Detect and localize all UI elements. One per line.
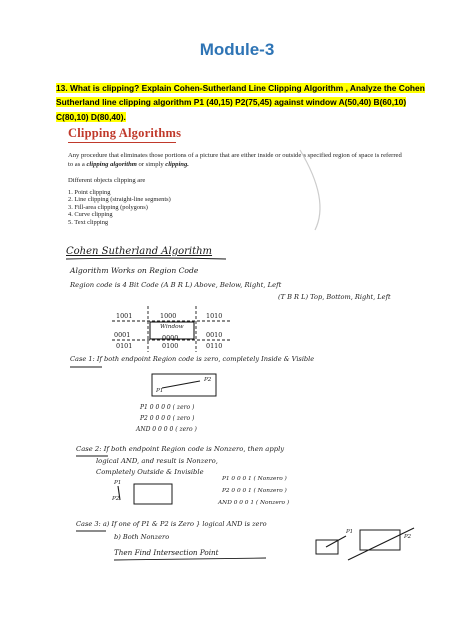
clipping-subheading: Different objects clipping are bbox=[68, 177, 146, 184]
list-item: 2. Line clipping (straight-line segments) bbox=[68, 196, 171, 204]
clipping-heading: Clipping Algorithms bbox=[68, 126, 182, 140]
question-highlight: 13. What is clipping? Explain Cohen-Sutherland Line Clipping Algorithm , Analyze the Cohen Sutherland line clipping algorithm P1 (40,15) P2(75,45) against window A(50,40) B(60,10) C(80,10) D(80,40). bbox=[56, 83, 425, 122]
case-3-text: b) Both Nonzero bbox=[114, 533, 170, 541]
handwritten-line: Region code is 4 Bit Code (A B R L) Above, Below, Right, Left bbox=[70, 281, 282, 289]
definition-text: Any procedure that eliminates those portions of a picture that are either inside or outside a specified region of space is referred to as a bbox=[68, 152, 402, 168]
list-item: 3. Fill-area clipping (polygons) bbox=[68, 203, 148, 211]
window-rect bbox=[150, 322, 194, 339]
case3-line-a bbox=[326, 536, 346, 547]
handwritten-line: Algorithm Works on Region Code bbox=[70, 266, 199, 275]
point-label: P2 bbox=[404, 534, 412, 540]
list-item: 5. Text clipping bbox=[68, 218, 109, 226]
region-code: 0101 bbox=[116, 342, 133, 350]
case-2-text: logical AND, and result is Nonzero, bbox=[96, 457, 218, 465]
region-code-row: AND 0 0 0 1 ( Nonzero ) bbox=[218, 500, 290, 506]
region-code: 0110 bbox=[206, 342, 223, 350]
region-code: 1001 bbox=[116, 312, 133, 320]
case-2-text: Completely Outside & Invisible bbox=[96, 468, 204, 476]
case-1-text: Case 1: If both endpoint Region code is zero, completely Inside & Visible bbox=[70, 355, 315, 363]
definition-term2: clipping. bbox=[165, 161, 189, 168]
case2-window bbox=[134, 484, 172, 504]
region-code: 1010 bbox=[206, 312, 223, 320]
case-2-text: Case 2: If both endpoint Region code is Nonzero, then apply bbox=[76, 445, 285, 453]
intersection-underline bbox=[114, 558, 266, 560]
region-code-row: AND 0 0 0 0 ( zero ) bbox=[136, 426, 197, 433]
point-label: P1 bbox=[346, 529, 354, 535]
page-title: Module-3 bbox=[199, 40, 275, 59]
window-label: Window bbox=[160, 324, 184, 330]
case-3-text: Case 3: a) If one of P1 & P2 is Zero } logical AND is zero bbox=[76, 520, 267, 528]
region-code-row: P2 0 0 0 1 ( Nonzero ) bbox=[222, 488, 287, 494]
case2-line bbox=[118, 486, 120, 500]
case3-window-b bbox=[360, 530, 400, 550]
region-code-row: P1 0 0 0 1 ( Nonzero ) bbox=[222, 476, 287, 482]
pencil-mark bbox=[300, 150, 320, 230]
definition-term: clipping algorithm bbox=[86, 161, 137, 168]
region-code: 0001 bbox=[114, 331, 131, 339]
handwritten-line: (T B R L) Top, Bottom, Right, Left bbox=[278, 293, 391, 301]
region-code-row: P1 0 0 0 0 ( zero ) bbox=[140, 404, 195, 411]
handwritten-heading: Cohen Sutherland Algorithm bbox=[66, 246, 213, 257]
case1-window bbox=[152, 374, 216, 396]
case3-line-b bbox=[348, 528, 414, 560]
point-label: P2 bbox=[112, 496, 120, 502]
list-item: 4. Curve clipping bbox=[68, 211, 113, 219]
region-code-row: P2 0 0 0 0 ( zero ) bbox=[140, 415, 195, 422]
region-code: 1000 bbox=[160, 312, 177, 320]
region-code: 0000 bbox=[162, 334, 179, 342]
point-label: P1 bbox=[114, 480, 122, 486]
case-3-text: Then Find Intersection Point bbox=[114, 548, 219, 557]
case1-line bbox=[162, 381, 200, 388]
heading-underline-stroke bbox=[66, 258, 226, 259]
definition-mid: or simply bbox=[136, 161, 166, 168]
list-item: 1. Point clipping bbox=[68, 189, 111, 196]
region-code: 0100 bbox=[162, 342, 179, 350]
region-code: 0010 bbox=[206, 331, 223, 339]
point-label: P1 bbox=[156, 388, 164, 394]
point-label: P2 bbox=[204, 377, 212, 383]
